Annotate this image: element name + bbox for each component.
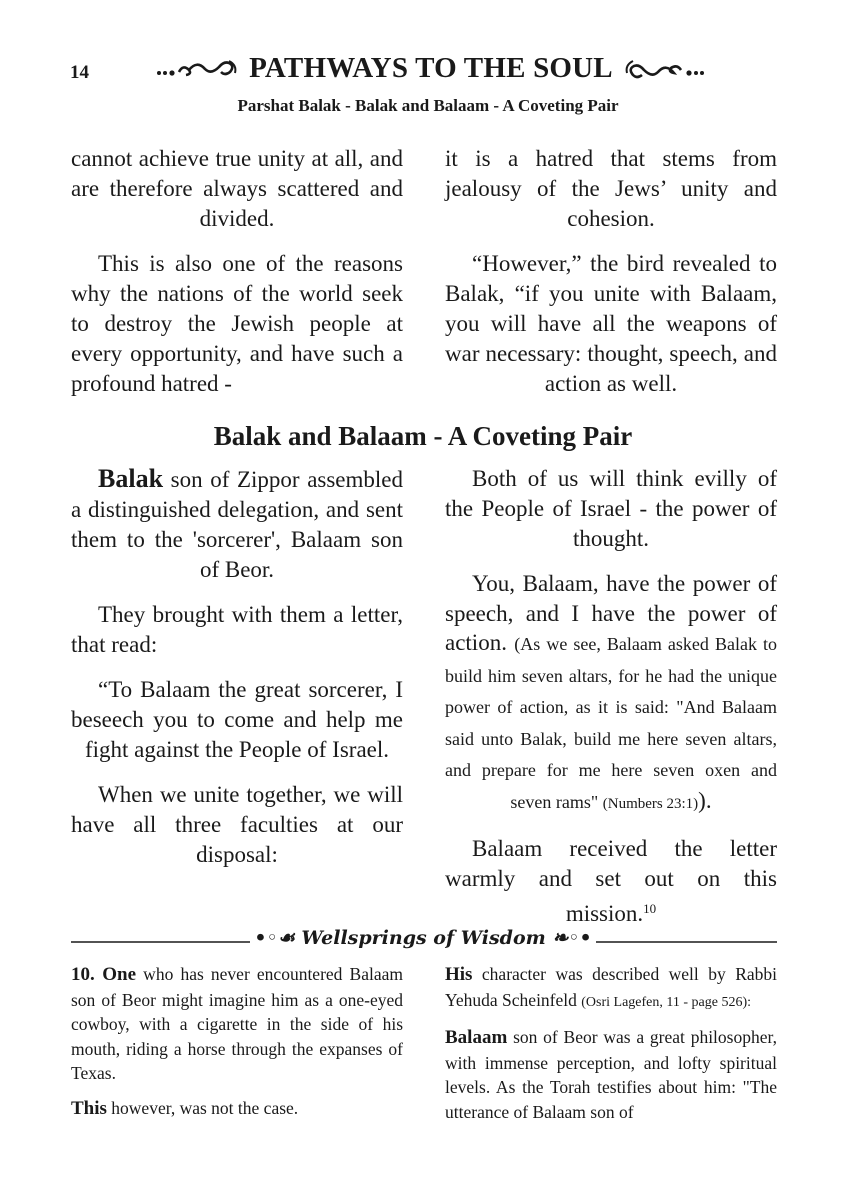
top-left-column: [71, 144, 403, 414]
closing-punctuation: ).: [698, 787, 712, 813]
page-number: 14: [70, 62, 89, 83]
footnote-lead: This: [71, 1097, 107, 1119]
footnote-lead: 10. One: [71, 964, 137, 985]
paragraph: When we unite together, we will have all three faculties at our disposal:: [71, 782, 403, 867]
footnote-marker[interactable]: 10: [643, 901, 657, 916]
footnote-lead: His: [445, 964, 473, 985]
footnote-paragraph: [445, 962, 777, 1015]
paragraph-text: Balaam received the letter warmly and set out on this mission.: [445, 836, 777, 926]
footnote-paragraph: [71, 1096, 403, 1122]
citation: (Osri Lagefen, 11 - page 526):: [581, 994, 752, 1010]
paragraph-text: son of Zippor assembled a distinguished delegation, and sent them to the 'sorcerer', Balaam son of Beor.: [71, 467, 403, 582]
flourish-right-icon: ❧◦•: [545, 927, 592, 949]
footnote-text: who has never encountered Balaam son of Beor might imagine him as a one-eyed cowboy, with a cigarette in the side of his mouth, riding a horse through the expanses of Texas.: [71, 964, 403, 1083]
paragraph: “To Balaam the great sorcerer, I beseech you to come and help me fight against the People of Israel.: [71, 677, 403, 762]
footnote-text: character was described well by Rabbi Yehuda Scheinfeld: [445, 964, 777, 1010]
paragraph: This is also one of the reasons why the nations of the world seek to destroy the Jewish people at every opportunity, and have such a profound hatred -: [71, 251, 403, 396]
footnote-paragraph: [445, 1025, 777, 1124]
wellsprings-title: Wellsprings of Wisdom: [301, 927, 546, 949]
top-right-column: [445, 144, 777, 414]
running-title: PATHWAYS TO THE SOUL: [249, 52, 613, 84]
paragraph: cannot achieve true unity at all, and are therefore always scattered and divided.: [71, 146, 403, 231]
citation: (Numbers 23:1): [602, 795, 699, 812]
paragraph: They brought with them a letter, that read:: [71, 602, 403, 657]
footnote-text: however, was not the case.: [106, 1097, 299, 1118]
flourish-right-icon: [619, 56, 707, 82]
paragraph: [445, 569, 777, 819]
chapter-subtitle: Parshat Balak - Balak and Balaam - A Coveting Pair: [237, 96, 619, 115]
wellsprings-heading: [0, 927, 846, 949]
parenthetical-note: (As we see, Balaam asked Balak to build him seven altars, for he had the unique power of action, as it is said: "And Balaam said unto Balak, build me here seven altars, and prepare for me here seven oxen and seven rams": [445, 634, 778, 812]
paragraph: [445, 834, 777, 929]
footnote-lead: Balaam: [445, 1027, 508, 1048]
footnote-paragraph: [71, 962, 403, 1086]
footnote-text: son of Beor was a great philosopher, with immense perception, and lofty spiritual levels. As the Torah testifies about him: "The utterance of Balaam son of: [445, 1027, 777, 1122]
footnote-left-column: [71, 962, 403, 1131]
paragraph: Both of us will think evilly of the People of Israel - the power of thought.: [445, 466, 777, 551]
running-head: [0, 52, 846, 85]
section-title: Balak and Balaam - A Coveting Pair: [213, 421, 633, 451]
paragraph: [71, 464, 403, 585]
paragraph: “However,” the bird revealed to Balak, “if you unite with Balaam, you will have all the weapons of war necessary: thought, speech, and action as well.: [445, 251, 777, 396]
paragraph: it is a hatred that stems from jealousy of the Jews’ unity and cohesion.: [445, 146, 777, 231]
flourish-left-icon: •◦☙: [254, 927, 302, 949]
lead-word: Balak: [98, 464, 164, 493]
flourish-left-icon: [155, 56, 243, 82]
section-left-column: [71, 464, 403, 885]
footnote-right-column: [445, 962, 777, 1134]
section-right-column: [445, 464, 777, 944]
paragraph-text: You, Balaam, have the power of speech, and I have the power of action.: [445, 571, 777, 655]
